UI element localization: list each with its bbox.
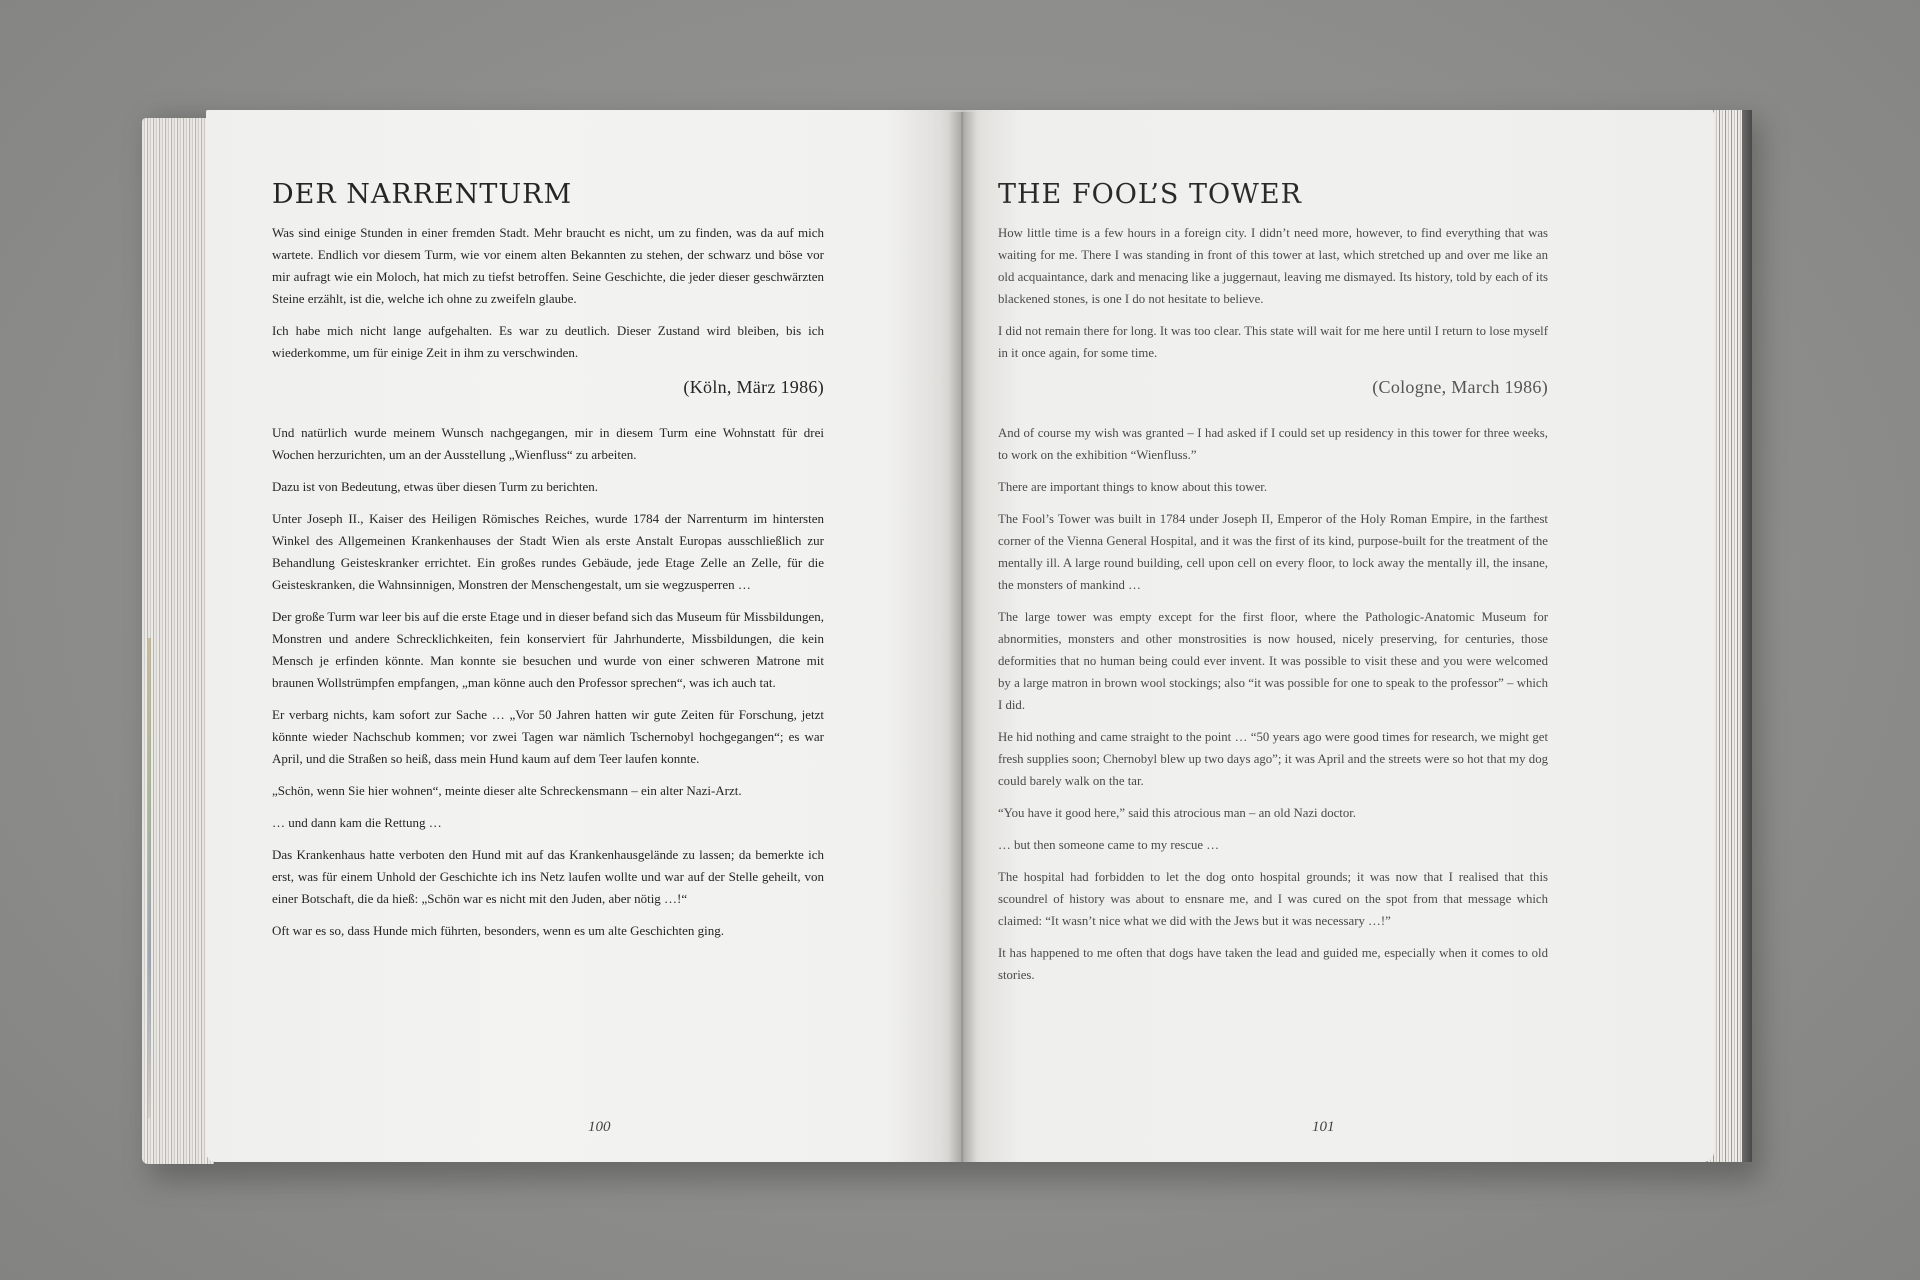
- paragraph: Der große Turm war leer bis auf die erste Etage und in dieser befand sich das Museum für Missbildungen, Monstren und andere Schrecklichkeiten, fein konserviert für Jahrhunderte, Missbildungen, die kein Mensch je erfinden könnte. Man konnte sie besuchen und wurde von einer schweren Matrone mit braunen Wollstrümpfen empfangen, „man könne auch den Professor sprechen“, was ich auch tat.: [272, 609, 825, 690]
- page-title: DER NARRENTURM: [272, 179, 573, 210]
- page-number: 101: [1312, 1119, 1335, 1135]
- paragraph: Dazu ist von Bedeutung, etwas über diesen Turm zu berichten.: [272, 479, 599, 494]
- paragraph: Ich habe mich nicht lange aufgehalten. Es war zu deutlich. Dieser Zustand wird bleiben, bis ich wiederkomme, um für einige Zeit in ihm zu verschwinden.: [272, 323, 824, 360]
- page-stack-right: [1708, 110, 1752, 1162]
- paragraph: He hid nothing and came straight to the point … “50 years ago were good times for research, we might get fresh supplies soon; Chernobyl blew up two days ago”; it was April and the streets were so hot that my dog could barely walk on the tar.: [998, 730, 1548, 788]
- dateline: (Cologne, March 1986): [1372, 377, 1548, 397]
- paragraph: Oft war es so, dass Hunde mich führten, besonders, wenn es um alte Geschichten ging.: [272, 923, 724, 938]
- right-page-content: [998, 178, 1548, 996]
- left-page: [206, 110, 962, 1162]
- paragraph: The hospital had forbidden to let the dog onto hospital grounds; it was now that I realised that this scoundrel of history was about to ensnare me, and I was cured on the spot from that message which claimed: “It wasn’t nice what we did with the Jews but it was necessary …!”: [998, 870, 1548, 928]
- dateline: (Köln, März 1986): [683, 377, 824, 397]
- paragraph: Und natürlich wurde meinem Wunsch nachgegangen, mir in diesem Turm eine Wohnstatt für drei Wochen herzurichten, um an der Ausstellung „Wienfluss“ zu arbeiten.: [272, 425, 824, 462]
- paragraph: The large tower was empty except for the first floor, where the Pathologic-Anatomic Museum for abnormities, monsters and other monstrosities is now housed, nicely preserving, for centuries, those deformities that no human being could ever invent. It was possible to visit these and you were welcomed by a large matron in brown wool stockings; also “it was possible for one to speak to the professor” – which I did.: [998, 610, 1548, 712]
- paragraph: … but then someone came to my rescue …: [998, 838, 1220, 852]
- paragraph: … und dann kam die Rettung …: [272, 815, 442, 830]
- paragraph: There are important things to know about this tower.: [998, 480, 1268, 494]
- page-title: THE FOOL’S TOWER: [998, 179, 1302, 210]
- page-stack-left: [142, 118, 214, 1164]
- paragraph: And of course my wish was granted – I had asked if I could set up residency in this tower for three weeks, to work on the exhibition “Wienfluss.”: [998, 426, 1548, 462]
- page-number: 100: [588, 1119, 611, 1135]
- paragraph: Das Krankenhaus hatte verboten den Hund mit auf das Krankenhausgelände zu lassen; da bemerkte ich erst, was für einem Unhold der Geschichte ich ins Netz laufen wollte und war auf der Stelle geheilt, von einer Botschaft, die da hieß: „Schön war es nicht mit den Juden, aber nötig …!“: [272, 847, 824, 906]
- left-page-content: [272, 178, 824, 952]
- paragraph: I did not remain there for long. It was too clear. This state will wait for me here until I return to lose myself in it once again, for some time.: [998, 324, 1548, 360]
- right-page: [962, 110, 1714, 1162]
- paragraph: The Fool’s Tower was built in 1784 under Joseph II, Emperor of the Holy Roman Empire, in the farthest corner of the Vienna General Hospital, and it was the first of its kind, purpose-built for the treatment of the mentally ill. A large round building, cell upon cell on every floor, to lock away the mentally ill, the insane, the monsters of mankind …: [998, 512, 1548, 592]
- paragraph: Was sind einige Stunden in einer fremden Stadt. Mehr braucht es nicht, um zu finden, was da auf mich wartete. Endlich vor diesem Turm, wie vor einem alten Bekannten zu stehen, der schwarz und böse vor mir aufragt wie ein Moloch, hat mich zu tiefst betroffen. Seine Geschichte, die jeder dieser geschwärzten Steine erzählt, ist die, welche ich ohne zu zweifeln glaube.: [272, 225, 824, 306]
- paragraph: “You have it good here,” said this atrocious man – an old Nazi doctor.: [998, 806, 1356, 820]
- paragraph: Unter Joseph II., Kaiser des Heiligen Römisches Reiches, wurde 1784 der Narrenturm im hintersten Winkel des Allgemeinen Krankenhauses der Stadt Wien als erste Anstalt Europas ausschließlich zur Behandlung Geisteskranker errichtet. Ein großes rundes Gebäude, jede Etage Zelle an Zelle, für die Geisteskranken, die Wahnsinnigen, Monstren der Menschengestalt, um sie wegzusperren …: [272, 511, 824, 592]
- paragraph: „Schön, wenn Sie hier wohnen“, meinte dieser alte Schreckensmann – ein alter Nazi-Arzt.: [272, 783, 742, 798]
- paragraph: How little time is a few hours in a foreign city. I didn’t need more, however, to find everything that was waiting for me. There I was standing in front of this tower at last, which stretched up and over me like an old acquaintance, dark and menacing like a juggernaut, leaving me dismayed. Its history, told by each of its blackened stones, is one I do not hesitate to believe.: [998, 226, 1548, 306]
- paragraph: Er verbarg nichts, kam sofort zur Sache … „Vor 50 Jahren hatten wir gute Zeiten für Forschung, jetzt könnte wieder Nachschub kommen; vor zwei Tagen war nämlich Tschernobyl hochgegangen“; es war April, und die Straßen so heiß, dass mein Hund kaum auf dem Teer laufen konnte.: [272, 707, 824, 766]
- paragraph: It has happened to me often that dogs have taken the lead and guided me, especially when it comes to old stories.: [998, 946, 1548, 982]
- book-gutter: [948, 112, 976, 1162]
